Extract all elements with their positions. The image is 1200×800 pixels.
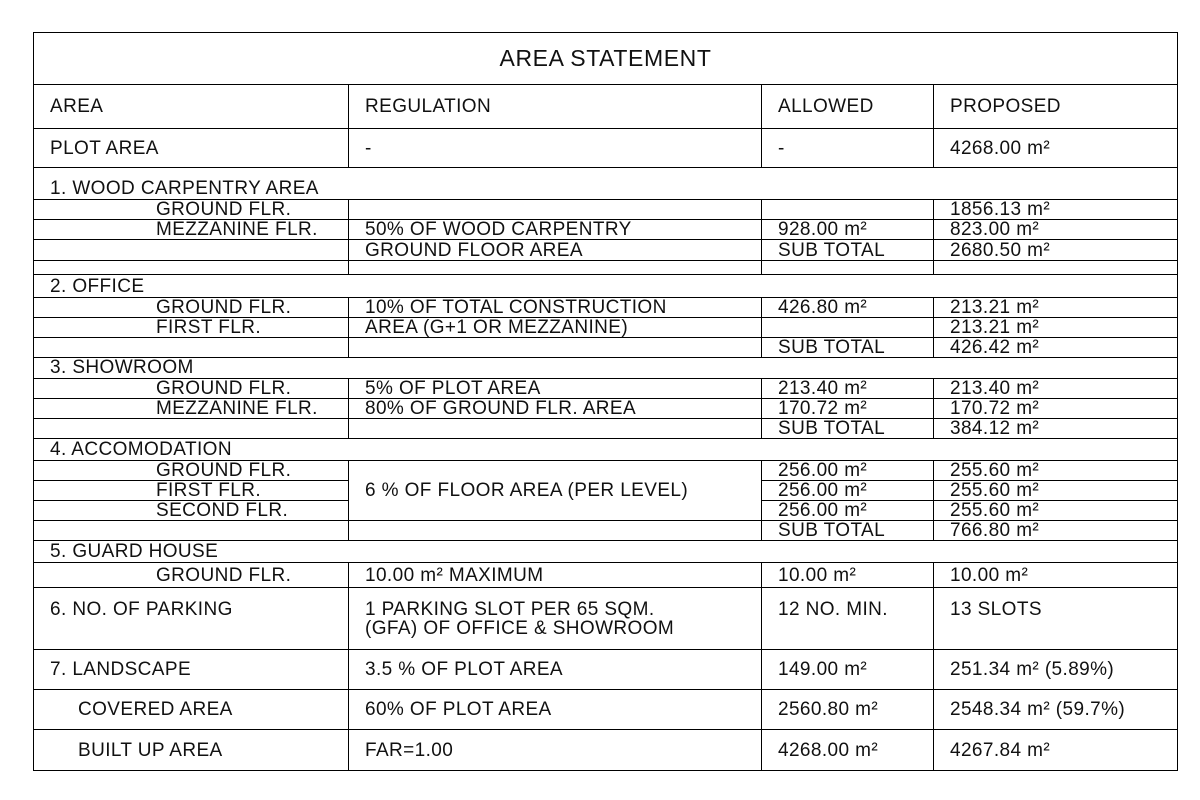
table-title: AREA STATEMENT <box>34 33 1178 85</box>
accom-subtotal-regulation <box>349 521 762 541</box>
header-area: AREA <box>34 85 349 129</box>
wood-mezz-regulation: 50% OF WOOD CARPENTRY <box>349 220 762 240</box>
landscape-label: 7. LANDSCAPE <box>34 650 349 690</box>
section-title-row <box>34 168 1178 200</box>
wood-subtotal-label: SUB TOTAL <box>762 240 934 261</box>
parking-label: 6. NO. OF PARKING <box>34 588 349 650</box>
office-ground-proposed: 213.21 m² <box>934 298 1178 318</box>
header-allowed: ALLOWED <box>762 85 934 129</box>
showroom-subtotal-label: SUB TOTAL <box>762 419 934 439</box>
accom-section-title: 4. ACCOMODATION <box>34 439 1178 461</box>
accom-regulation: 6 % OF FLOOR AREA (PER LEVEL) <box>349 461 762 521</box>
office-subtotal-value: 426.42 m² <box>934 338 1178 358</box>
section-title-row <box>34 541 1178 563</box>
built-up-area-proposed: 4267.84 m² <box>934 730 1178 771</box>
accom-subtotal-value: 766.80 m² <box>934 521 1178 541</box>
office-first-regulation: AREA (G+1 OR MEZZANINE) <box>349 318 762 338</box>
office-first-proposed: 213.21 m² <box>934 318 1178 338</box>
accom-subtotal-area <box>34 521 349 541</box>
spacer-row <box>34 261 1178 275</box>
plot-area-row <box>34 129 1178 168</box>
parking-proposed: 13 SLOTS <box>934 588 1178 650</box>
landscape-allowed: 149.00 m² <box>762 650 934 690</box>
header-proposed: PROPOSED <box>934 85 1178 129</box>
table-row <box>34 240 1178 261</box>
covered-area-label: COVERED AREA <box>34 690 349 730</box>
wood-ground-label: GROUND FLR. <box>34 200 349 220</box>
office-ground-regulation: 10% OF TOTAL CONSTRUCTION <box>349 298 762 318</box>
showroom-ground-proposed: 213.40 m² <box>934 379 1178 399</box>
table-row <box>34 461 1178 481</box>
accom-first-allowed: 256.00 m² <box>762 481 934 501</box>
table-row <box>34 563 1178 588</box>
guard-regulation: 10.00 m² MAXIMUM <box>349 563 762 588</box>
accom-ground-allowed: 256.00 m² <box>762 461 934 481</box>
office-ground-label: GROUND FLR. <box>34 298 349 318</box>
table-row <box>34 521 1178 541</box>
wood-regulation-line2: GROUND FLOOR AREA <box>349 240 762 261</box>
header-regulation: REGULATION <box>349 85 762 129</box>
parking-row <box>34 588 1178 650</box>
covered-area-proposed: 2548.34 m² (59.7%) <box>934 690 1178 730</box>
table-row <box>34 379 1178 399</box>
plot-area-label: PLOT AREA <box>34 129 349 168</box>
area-statement-table <box>33 32 1178 771</box>
table-row <box>34 338 1178 358</box>
built-up-area-regulation: FAR=1.00 <box>349 730 762 771</box>
title-row <box>34 33 1178 85</box>
office-subtotal-regulation <box>349 338 762 358</box>
wood-subtotal-area <box>34 240 349 261</box>
showroom-section-title: 3. SHOWROOM <box>34 358 1178 379</box>
accom-first-label: FIRST FLR. <box>34 481 349 501</box>
landscape-proposed: 251.34 m² (5.89%) <box>934 650 1178 690</box>
section-title-row <box>34 275 1178 298</box>
covered-area-row <box>34 690 1178 730</box>
wood-ground-proposed: 1856.13 m² <box>934 200 1178 220</box>
plot-area-allowed: - <box>762 129 934 168</box>
office-ground-allowed: 426.80 m² <box>762 298 934 318</box>
wood-ground-allowed <box>762 200 934 220</box>
accom-first-proposed: 255.60 m² <box>934 481 1178 501</box>
landscape-row <box>34 650 1178 690</box>
accom-ground-proposed: 255.60 m² <box>934 461 1178 481</box>
section-title-row <box>34 439 1178 461</box>
showroom-mezz-label: MEZZANINE FLR. <box>34 399 349 419</box>
parking-regulation-line2: (GFA) OF OFFICE & SHOWROOM <box>365 618 675 639</box>
section-title-row <box>34 358 1178 379</box>
table-row <box>34 220 1178 240</box>
accom-second-proposed: 255.60 m² <box>934 501 1178 521</box>
table-row <box>34 298 1178 318</box>
office-subtotal-area <box>34 338 349 358</box>
header-row <box>34 85 1178 129</box>
wood-mezz-proposed: 823.00 m² <box>934 220 1178 240</box>
office-first-label: FIRST FLR. <box>34 318 349 338</box>
accom-second-label: SECOND FLR. <box>34 501 349 521</box>
landscape-regulation: 3.5 % OF PLOT AREA <box>349 650 762 690</box>
showroom-mezz-allowed: 170.72 m² <box>762 399 934 419</box>
wood-ground-regulation <box>349 200 762 220</box>
accom-subtotal-label: SUB TOTAL <box>762 521 934 541</box>
parking-regulation-line1: 1 PARKING SLOT PER 65 SQM. <box>365 599 655 620</box>
built-up-area-row <box>34 730 1178 771</box>
wood-section-title: 1. WOOD CARPENTRY AREA <box>34 168 1178 200</box>
table-row <box>34 419 1178 439</box>
guard-section-title: 5. GUARD HOUSE <box>34 541 1178 563</box>
showroom-ground-allowed: 213.40 m² <box>762 379 934 399</box>
showroom-mezz-proposed: 170.72 m² <box>934 399 1178 419</box>
wood-mezz-label: MEZZANINE FLR. <box>34 220 349 240</box>
built-up-area-allowed: 4268.00 m² <box>762 730 934 771</box>
office-subtotal-label: SUB TOTAL <box>762 338 934 358</box>
showroom-mezz-regulation: 80% OF GROUND FLR. AREA <box>349 399 762 419</box>
table-row <box>34 200 1178 220</box>
guard-ground-label: GROUND FLR. <box>34 563 349 588</box>
table-row <box>34 399 1178 419</box>
guard-allowed: 10.00 m² <box>762 563 934 588</box>
parking-regulation <box>349 588 762 650</box>
built-up-area-label: BUILT UP AREA <box>34 730 349 771</box>
guard-proposed: 10.00 m² <box>934 563 1178 588</box>
showroom-subtotal-value: 384.12 m² <box>934 419 1178 439</box>
plot-area-proposed: 4268.00 m² <box>934 129 1178 168</box>
showroom-ground-regulation: 5% OF PLOT AREA <box>349 379 762 399</box>
plot-area-regulation: - <box>349 129 762 168</box>
accom-ground-label: GROUND FLR. <box>34 461 349 481</box>
covered-area-regulation: 60% OF PLOT AREA <box>349 690 762 730</box>
showroom-subtotal-regulation <box>349 419 762 439</box>
office-section-title: 2. OFFICE <box>34 275 1178 298</box>
showroom-ground-label: GROUND FLR. <box>34 379 349 399</box>
wood-mezz-allowed: 928.00 m² <box>762 220 934 240</box>
office-first-allowed <box>762 318 934 338</box>
table-row <box>34 318 1178 338</box>
parking-allowed: 12 NO. MIN. <box>762 588 934 650</box>
showroom-subtotal-area <box>34 419 349 439</box>
wood-subtotal-value: 2680.50 m² <box>934 240 1178 261</box>
covered-area-allowed: 2560.80 m² <box>762 690 934 730</box>
accom-second-allowed: 256.00 m² <box>762 501 934 521</box>
